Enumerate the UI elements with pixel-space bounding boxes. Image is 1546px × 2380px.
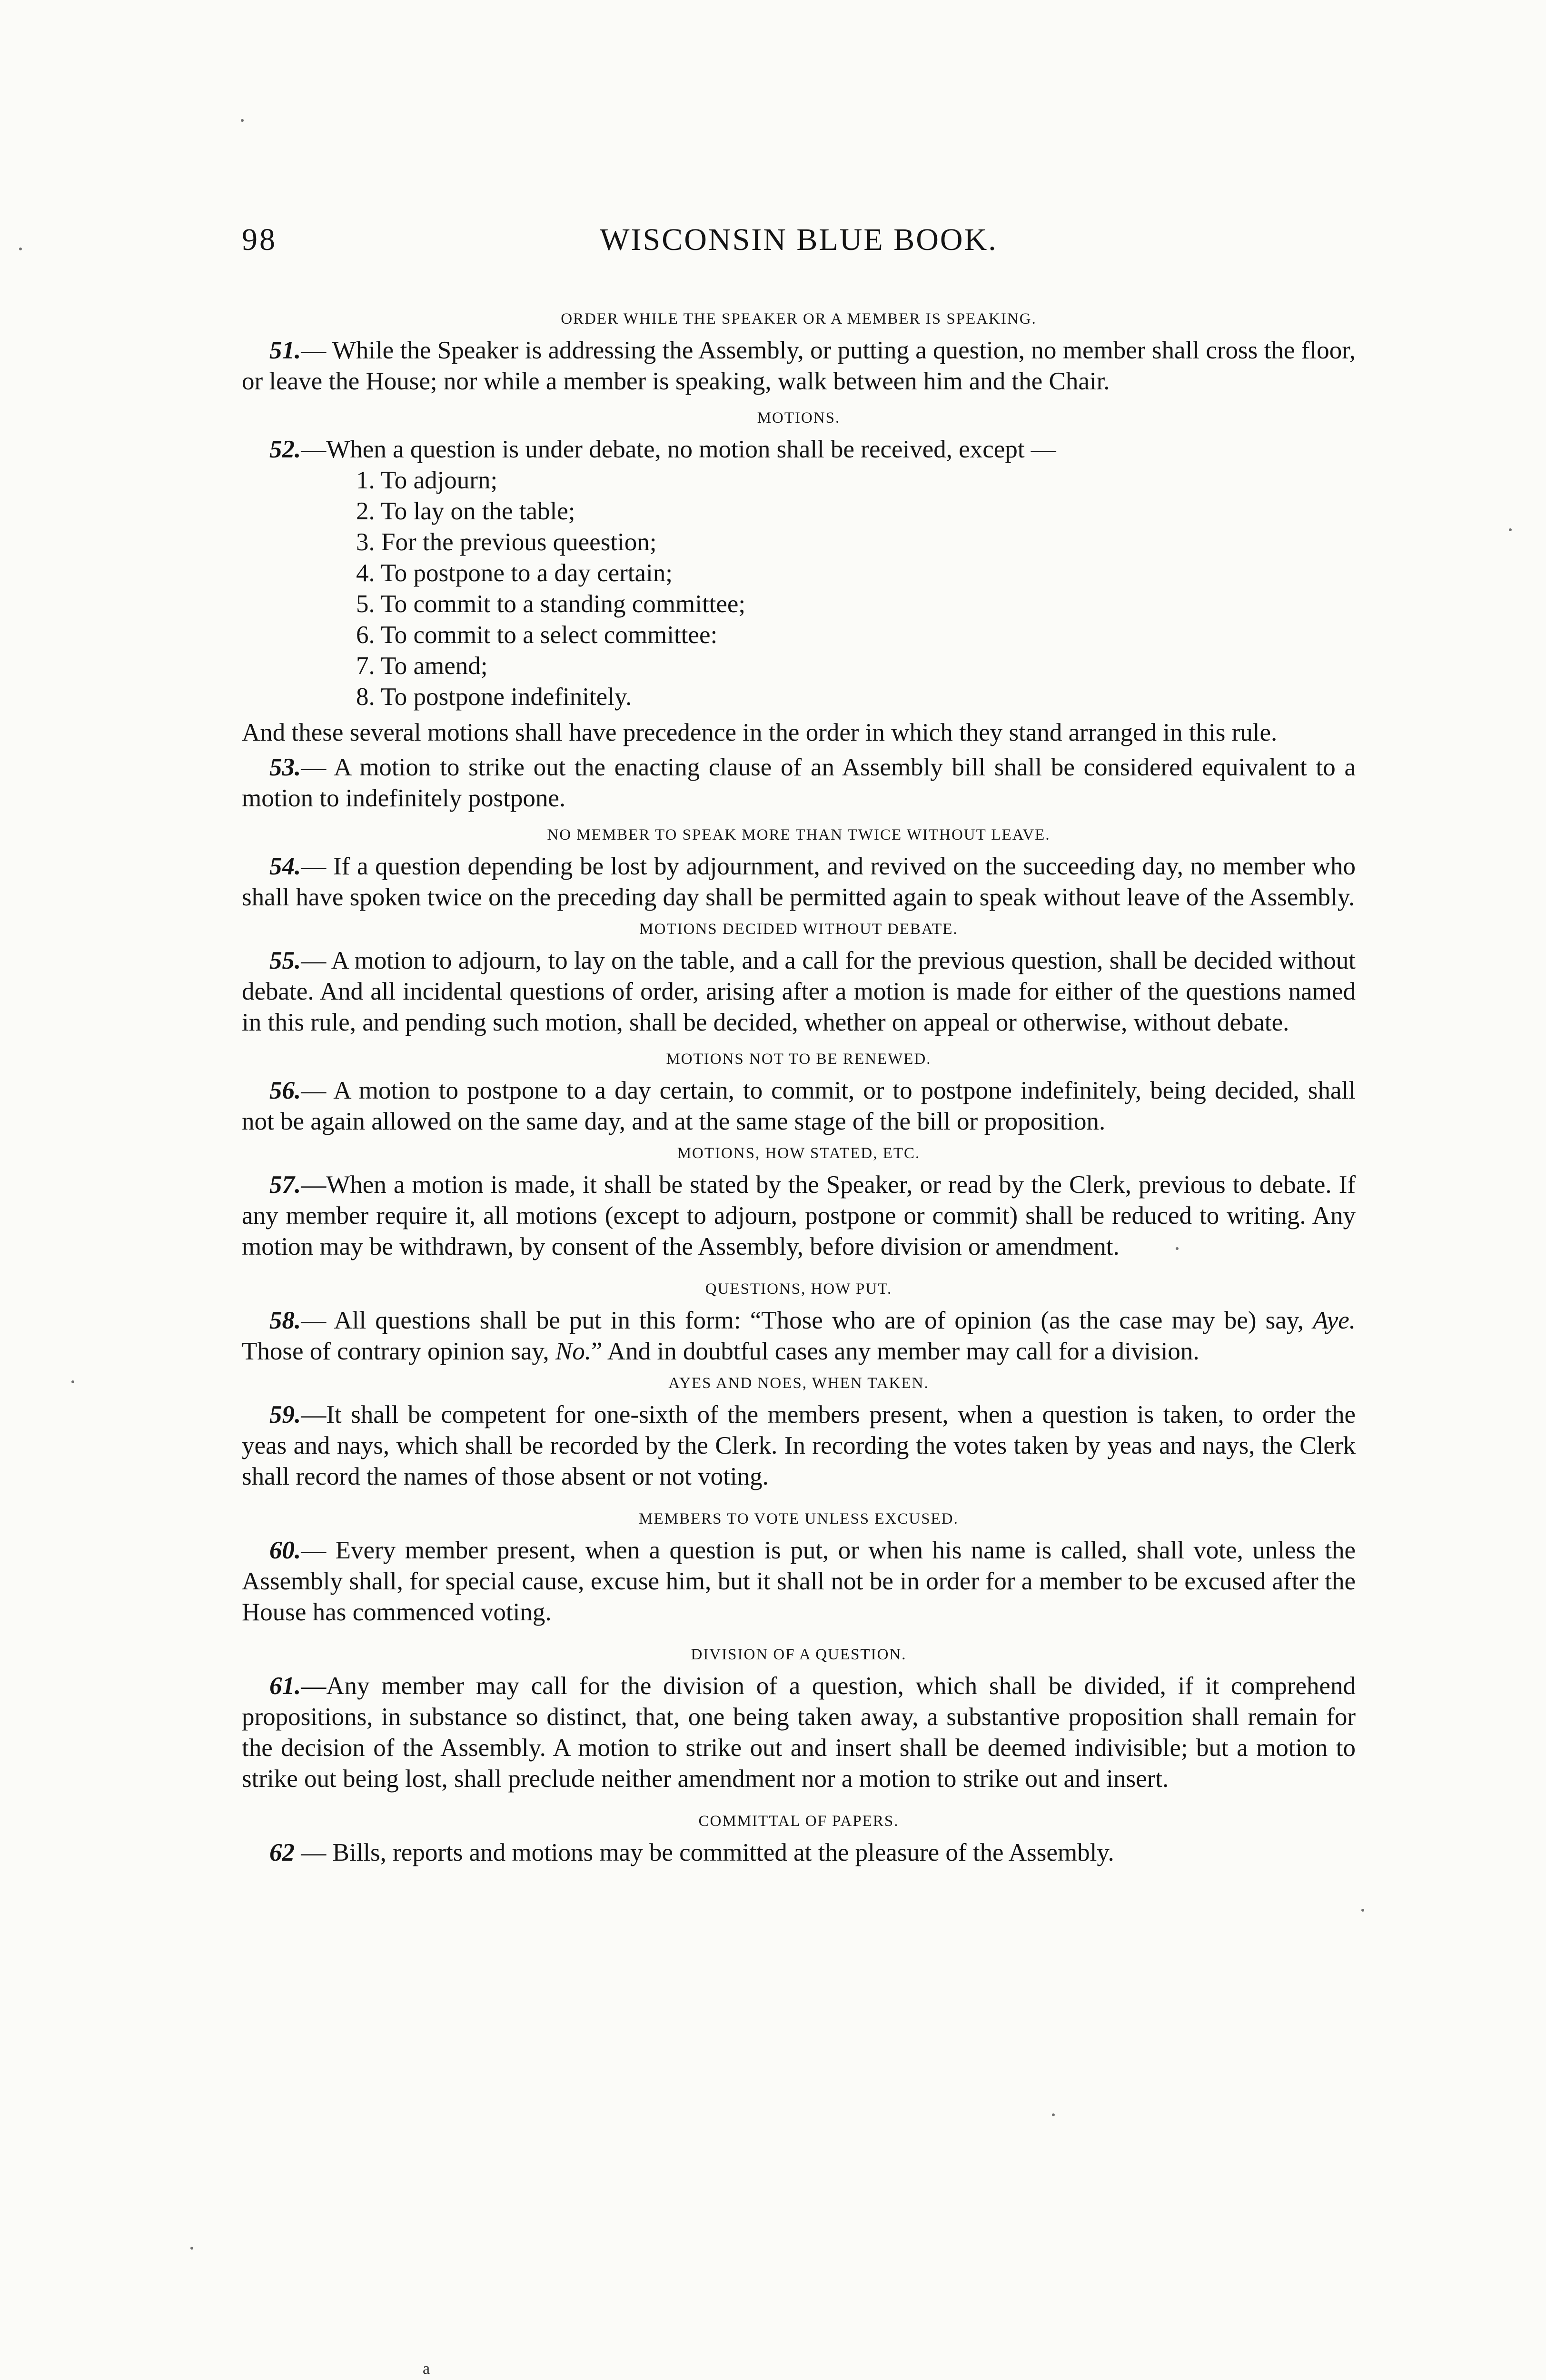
- rule-text: —It shall be competent for one-sixth of the members present, when a question is taken, to order the yeas and nays, which shall be recorded by the Clerk. In recording the votes taken by yeas and nays, the Clerk shall record the names of those absent or not voting.: [242, 1401, 1356, 1490]
- section-heading: DIVISION OF A QUESTION.: [691, 1646, 907, 1663]
- section-heading: COMMITTAL OF PAPERS.: [698, 1813, 899, 1830]
- rule-58: [242, 1305, 1356, 1367]
- section-heading: MOTIONS DECIDED WITHOUT DEBATE.: [639, 921, 958, 938]
- rule-number: 52.: [269, 436, 301, 463]
- rule-text: — A motion to adjourn, to lay on the table, and a call for the previous question, shall be decided without debate. And all incidental questions of order, arising after a motion is made for either of the questions named in this rule, and pending such motion, shall be decided, whether on appeal or otherwise, without debate.: [242, 947, 1356, 1036]
- rule-text: — A motion to postpone to a day certain, to commit, or to postpone indefinitely, being decided, shall not be again allowed on the same day, and at the same stage of the bill or proposition.: [242, 1077, 1356, 1135]
- rule-number: 57.: [269, 1171, 301, 1199]
- rule-60: [242, 1535, 1356, 1628]
- list-item: 2. To lay on the table;: [356, 497, 575, 525]
- page-header: [242, 222, 1356, 274]
- list-item: 5. To commit to a standing committee;: [356, 590, 746, 618]
- section-heading: QUESTIONS, HOW PUT.: [705, 1280, 892, 1298]
- rule-52: [242, 434, 1356, 465]
- section-heading: MEMBERS TO VOTE UNLESS EXCUSED.: [639, 1510, 959, 1527]
- rule-number: 58.: [269, 1307, 301, 1334]
- list-item: 8. To postpone indefinitely.: [356, 683, 632, 711]
- no-word: No.: [555, 1338, 592, 1365]
- rule-51: [242, 335, 1356, 397]
- rule-59: [242, 1399, 1356, 1492]
- rule-text: Those of contrary opinion say,: [242, 1338, 555, 1365]
- rule-text: ” And in doubtful cases any member may call for a division.: [591, 1338, 1199, 1365]
- section-heading: NO MEMBER TO SPEAK MORE THAN TWICE WITHOUT LEAVE.: [547, 826, 1050, 843]
- section-heading: MOTIONS NOT TO BE RENEWED.: [666, 1051, 932, 1068]
- rules-text: [242, 303, 1356, 1868]
- rule-number: 51.: [269, 337, 301, 364]
- rule-61: [242, 1671, 1356, 1795]
- rule-text: — A motion to strike out the enacting clause of an Assembly bill shall be considered equivalent to a motion to indefinitely postpone.: [242, 754, 1356, 812]
- section-heading: AYES AND NOES, WHEN TAKEN.: [668, 1375, 929, 1392]
- rule-53: [242, 752, 1356, 814]
- rule-text: — Bills, reports and motions may be committed at the pleasure of the Assembly.: [295, 1839, 1114, 1866]
- rule-57: [242, 1170, 1356, 1262]
- page-title: WISCONSIN BLUE BOOK.: [600, 222, 998, 257]
- rule-52-tail: And these several motions shall have precedence in the order in which they stand arranged in this rule.: [242, 719, 1278, 746]
- list-item: 1. To adjourn;: [356, 466, 498, 494]
- rule-text: —When a motion is made, it shall be stated by the Speaker, or read by the Clerk, previous to debate. If any member require it, all motions (except to adjourn, postpone or commit) shall be reduced to writing. Any motion may be withdrawn, by consent of the Assembly, before division or amendment.: [242, 1171, 1356, 1260]
- section-heading: MOTIONS.: [757, 409, 841, 426]
- aye-word: Aye.: [1313, 1307, 1356, 1334]
- page-number: 98: [242, 222, 277, 257]
- list-item: 6. To commit to a select committee:: [356, 621, 718, 649]
- list-item: 7. To amend;: [356, 652, 488, 680]
- rule-number: 62: [269, 1839, 295, 1866]
- rule-number: 60.: [269, 1537, 301, 1564]
- motion-list: [242, 465, 1356, 713]
- rule-text: — While the Speaker is addressing the Assembly, or putting a question, no member shall cross the floor, or leave the House; nor while a member is speaking, walk between him and the Chair.: [242, 337, 1356, 395]
- rule-number: 55.: [269, 947, 301, 974]
- rule-text: — If a question depending be lost by adjournment, and revived on the succeeding day, no member who shall have spoken twice on the preceding day shall be permitted again to speak without leave of the Assembly.: [242, 853, 1356, 911]
- list-item: 3. For the previous queestion;: [356, 528, 657, 556]
- footer-mark: a: [423, 2360, 430, 2378]
- rule-56: [242, 1075, 1356, 1137]
- rule-number: 56.: [269, 1077, 301, 1104]
- rule-number: 61.: [269, 1672, 301, 1700]
- section-heading: MOTIONS, HOW STATED, ETC.: [677, 1145, 921, 1162]
- rule-text: —When a question is under debate, no motion shall be received, except —: [301, 436, 1056, 463]
- rule-number: 54.: [269, 853, 301, 880]
- rule-number: 53.: [269, 754, 301, 781]
- rule-text: —Any member may call for the division of a question, which shall be divided, if it comprehend propositions, in substance so distinct, that, one being taken away, a substantive proposition shall remain for the decision of the Assembly. A motion to strike out and insert shall be deemed indivisible; but a motion to strike out being lost, shall preclude neither amendment nor a motion to strike out and insert.: [242, 1672, 1356, 1793]
- rule-54: [242, 851, 1356, 913]
- list-item: 4. To postpone to a day certain;: [356, 559, 673, 587]
- rule-55: [242, 945, 1356, 1038]
- rule-text: — Every member present, when a question is put, or when his name is called, shall vote, unless the Assembly shall, for special cause, excuse him, but it shall not be in order for a member to be excused after the House has commenced voting.: [242, 1537, 1356, 1626]
- rule-62: [242, 1837, 1356, 1868]
- section-heading: ORDER WHILE THE SPEAKER OR A MEMBER IS SPEAKING.: [561, 310, 1037, 327]
- rule-number: 59.: [269, 1401, 301, 1428]
- rule-text: — All questions shall be put in this form: “Those who are of opinion (as the case may be) say,: [301, 1307, 1313, 1334]
